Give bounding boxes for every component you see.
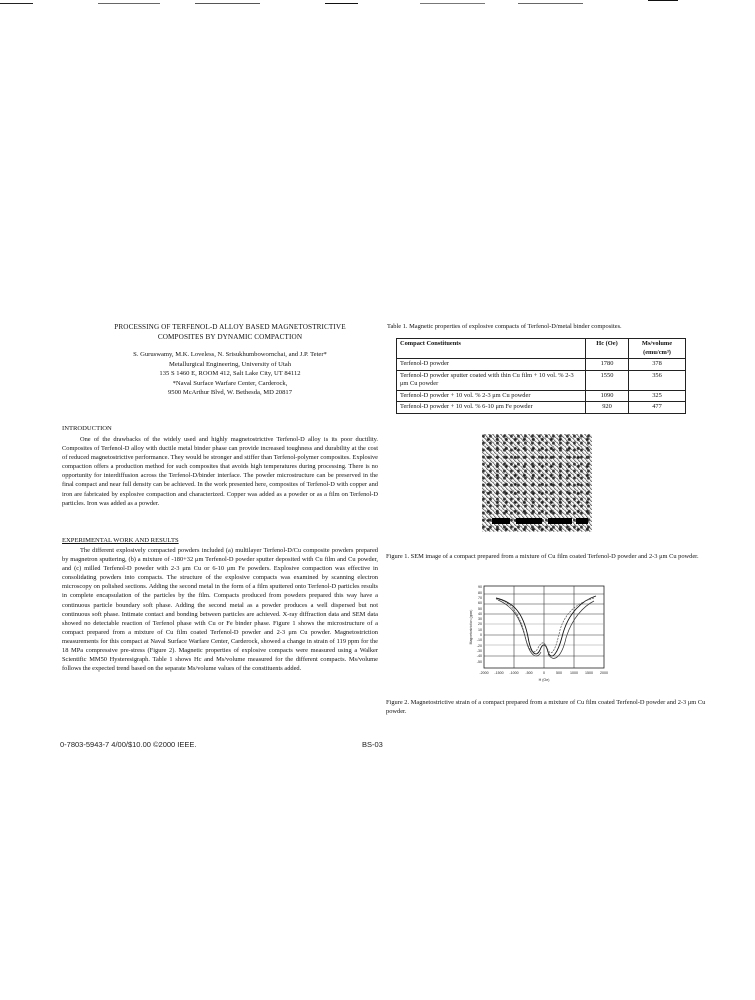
copyright-footer: 0-7803-5943-7 4/00/$10.00 ©2000 IEEE. [60, 740, 197, 749]
svg-text:-1500: -1500 [494, 671, 504, 675]
svg-text:-1000: -1000 [509, 671, 519, 675]
figure-1-caption [386, 552, 706, 561]
svg-text:2000: 2000 [600, 671, 608, 675]
svg-text:H (Oe): H (Oe) [538, 678, 550, 682]
affiliation: Metallurgical Engineering, University of Utah [168, 360, 291, 368]
table-cell: 325 [629, 390, 686, 402]
affiliation: *Naval Surface Warfare Center, Carderock, [172, 379, 288, 387]
scan-artifact-line [195, 3, 260, 4]
table-caption: Table 1. Magnetic properties of explosive compacts of Terfenol-D/metal binder composites. [387, 323, 622, 330]
svg-text:Magnetostriction (ppm): Magnetostriction (ppm) [469, 609, 473, 645]
table-cell: Terfenol-D powder sputter coated with thin Cu film + 10 vol. % 2-3 μm Cu powder [397, 370, 586, 390]
svg-text:-2000: -2000 [479, 671, 489, 675]
scan-artifact-line [0, 3, 33, 4]
table-cell: Terfenol-D powder [397, 359, 586, 371]
scan-artifact-line [98, 3, 160, 4]
chart-svg [468, 582, 638, 682]
svg-text:10: 10 [478, 628, 482, 632]
table-cell: 1550 [586, 370, 629, 390]
scale-bar [516, 518, 542, 524]
table-cell: Terfenol-D powder + 10 vol. % 2-3 μm Cu powder [397, 390, 586, 402]
column-header: Ms/volume (emu/cm³) [629, 339, 686, 359]
scale-bar [492, 518, 510, 524]
table-cell: 477 [629, 402, 686, 414]
svg-text:80: 80 [478, 591, 482, 595]
svg-text:-20: -20 [476, 644, 482, 648]
svg-text:50: 50 [478, 607, 482, 611]
svg-text:500: 500 [556, 671, 562, 675]
table-row [397, 359, 686, 371]
title-line-2: COMPOSITES BY DYNAMIC COMPACTION [157, 333, 303, 341]
svg-text:70: 70 [478, 596, 482, 600]
svg-text:-500: -500 [525, 671, 533, 675]
author-block [80, 350, 380, 398]
affiliation-address: 9500 McArthur Blvd, W. Bethesda, MD 20817 [168, 389, 292, 397]
svg-text:90: 90 [478, 585, 482, 589]
page-code: BS-03 [362, 740, 383, 749]
svg-text:0: 0 [543, 671, 545, 675]
figure-2-caption-text: Figure 2. Magnetostrictive strain of a compact prepared from a mixture of Cu film coated Terfenol-D powder and 2-3 μm Cu powder. [386, 699, 706, 715]
svg-text:0: 0 [480, 633, 482, 637]
section-body: One of the drawbacks of the widely used and highly magnetostrictive Terfenol-D alloy is its poor ductility. Composites of Terfenol-D alloy with ductile metal binder phase can provide increased toughness and durability at the cost of reduced magnetostrictive performance. They would be stronger and stiffer than Terfenol-polymer composites. Explosive compaction offers a production method for such composites that avoids high temperatures during processing. There is no opportunity for interdiffusion across the Terfenol-D/binder interface. The powder microstructure can be preserved in the final compact and near full density can be achieved. In the work presented here, composites of Terfenol-D with copper and iron are fabricated by explosive compaction and characterized. Copper was added as a powder or as a film on Terfenol-D particles. Iron was added as a powder. [62, 436, 378, 507]
table-cell: 378 [629, 359, 686, 371]
section-heading: EXPERIMENTAL WORK AND RESULTS [62, 537, 179, 544]
authors: S. Guruswamy, M.K. Loveless, N. Srisukhumbowornchai, and J.P. Teter* [133, 351, 327, 358]
svg-text:1000: 1000 [570, 671, 578, 675]
paper-title [80, 322, 380, 342]
scan-artifact-line [325, 3, 358, 4]
title-line-1: PROCESSING OF TERFENOL-D ALLOY BASED MAGNETOSTRICTIVE [114, 323, 346, 331]
table-header-row [397, 339, 686, 359]
table-cell: 1090 [586, 390, 629, 402]
figure-2-caption [386, 698, 706, 716]
section-experimental [62, 537, 378, 673]
scan-artifact-line [420, 3, 485, 4]
svg-text:30: 30 [478, 617, 482, 621]
table-row [397, 402, 686, 414]
svg-text:-10: -10 [476, 638, 482, 642]
svg-text:-40: -40 [476, 654, 482, 658]
svg-text:1500: 1500 [585, 671, 593, 675]
table-row [397, 370, 686, 390]
sem-micrograph-image [482, 434, 592, 532]
scale-bar [576, 518, 588, 524]
section-body: The different explosively compacted powders included (a) multilayer Terfenol-D/Cu composite powders prepared by magnetron sputtering, (b) a mixture of -180+32 μm Terfenol-D powder sputter deposited with Cu film and Cu powder, and (c) milled Terfenol-D powder with 2-3 μm Cu or 6-10 μm Fe powders. Explosive compaction was effective in consolidating powders into compacts. The structure of the explosive compacts was examined by scanning electron microscopy on polished sections. Adding the second metal in the form of a film sputtered onto Terfenol-D particles results in complete encapsulation of the particles by the film. Compacts produced from powders prepared this way have a continuous particle boundary soft phase. Adding the second metal as a powder produces a well dispersed but not continuous soft phase. Intimate contact and bonding between particles are achieved. X-ray diffraction data and SEM data showed no detectable reaction of Terfenol phase with Cu or Fe binder phase. Figure 1 shows the microstructure of a compact prepared from a mixture of Cu film coated Terfenol-D powder and 2-3 μm Cu powder. Magnetostriction measurements for this compact at Naval Surface Warfare Center, Carderock, showed a change in strain of 119 ppm for the 18 MPa compressive pre-stress (Figure 2). Magnetic properties of explosive compacts were measured using a Walker Scientific MM50 Hysteresigraph. Table 1 shows Hc and Ms/volume measured for the different compacts. Ms/volume follows the expected trend based on the separate Ms/volume values of the constituents added. [62, 547, 378, 673]
affiliation-address: 135 S 1460 E, ROOM 412, Salt Lake City, UT 84112 [159, 370, 301, 378]
magnetic-properties-table [396, 338, 686, 414]
svg-text:-50: -50 [476, 660, 482, 664]
svg-text:-30: -30 [476, 649, 482, 653]
scan-artifact-line [648, 0, 678, 1]
scale-bar [548, 518, 572, 524]
table-cell: 356 [629, 370, 686, 390]
table-cell: 1780 [586, 359, 629, 371]
svg-text:60: 60 [478, 601, 482, 605]
table-cell: Terfenol-D powder + 10 vol. % 6-10 μm Fe powder [397, 402, 586, 414]
svg-text:40: 40 [478, 612, 482, 616]
table-row [397, 390, 686, 402]
figure-1-caption-text: Figure 1. SEM image of a compact prepared from a mixture of Cu film coated Terfenol-D powder and 2-3 μm Cu powder. [386, 553, 699, 560]
section-heading: INTRODUCTION [62, 425, 112, 432]
section-introduction [62, 425, 378, 508]
table-cell: 920 [586, 402, 629, 414]
svg-text:20: 20 [478, 622, 482, 626]
column-header: Hc (Oe) [586, 339, 629, 359]
scan-artifact-line [518, 3, 583, 4]
magnetostriction-chart [468, 582, 638, 682]
column-header: Compact Constituents [397, 339, 586, 359]
